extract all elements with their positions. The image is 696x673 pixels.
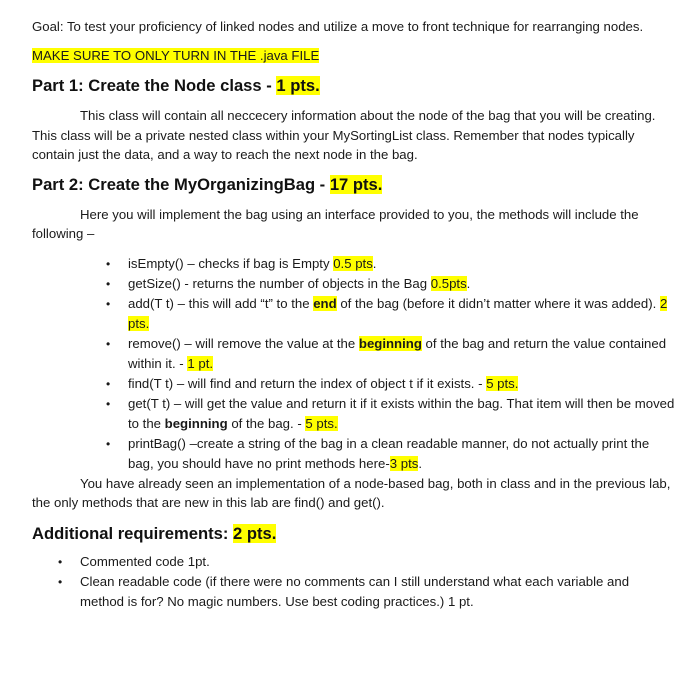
list-item: • Clean readable code (if there were no comments can I still understand what each variable and method is for? No magic numbers. Use best coding practices.) 1 pt.	[58, 573, 630, 609]
bullet-icon: •	[106, 376, 111, 391]
emphasis-end: end	[313, 295, 337, 311]
part1-body: This class will contain all neccecery information about the node of the bag that you will be creating. This class will be a private nested class within your MySortingList class. Remember that nodes typically contain just the data, and a way to reach the next node in the bag.	[32, 108, 656, 162]
points-badge: 1 pt.	[187, 355, 214, 371]
list-item: • add(T t) – this will add “t” to the end of the bag (before it didn’t matter where it was added). 2 pts.	[106, 295, 668, 331]
points-badge: 0.5pts	[430, 275, 467, 291]
list-item: • get(T t) – will get the value and return it if it exists within the bag. That item will then be moved to the beginning of the bag. - 5 pts.	[106, 395, 675, 431]
bullet-icon: •	[106, 436, 111, 451]
points-badge: 0.5 pts	[333, 255, 373, 271]
points-badge: 5 pts.	[486, 375, 519, 391]
requirements-list	[32, 552, 676, 612]
list-item: • remove() – will remove the value at the beginning of the bag and return the value contained within it. - 1 pt.	[106, 335, 667, 371]
bullet-icon: •	[58, 554, 63, 569]
closing-paragraph: You have already seen an implementation of a node-based bag, both in class and in the previous lab, the only methods that are new in this lab are find() and get().	[32, 475, 671, 510]
part2-heading-label: Part 2: Create the MyOrganizingBag -	[32, 174, 330, 194]
points-badge: 3 pts	[389, 455, 419, 471]
emphasis-beginning: beginning	[358, 335, 422, 351]
points-badge: 2 pts.	[128, 295, 668, 331]
bullet-icon: •	[58, 574, 63, 589]
part1-heading	[32, 74, 676, 98]
list-item: • getSize() - returns the number of objects in the Bag 0.5pts.	[128, 274, 676, 294]
bullet-icon: •	[106, 276, 111, 291]
list-item: • find(T t) – will find and return the index of object t if it exists. - 5 pts.	[128, 374, 676, 394]
additional-heading-label: Additional requirements:	[32, 523, 233, 543]
part2-heading	[32, 173, 676, 197]
warning-text	[32, 46, 676, 66]
goal-text: Goal: To test your proficiency of linked nodes and utilize a move to front technique for rearranging nodes.	[32, 19, 644, 34]
methods-list	[32, 254, 676, 474]
bullet-icon: •	[106, 256, 111, 271]
part2-intro: Here you will implement the bag using an interface provided to you, the methods will include the following –	[32, 206, 639, 241]
bullet-icon: •	[106, 396, 111, 411]
list-item: • Commented code 1pt.	[80, 552, 676, 572]
bullet-icon: •	[106, 296, 111, 311]
additional-points: 2 pts.	[233, 523, 277, 543]
bullet-icon: •	[106, 336, 111, 351]
part1-heading-label: Part 1: Create the Node class -	[32, 76, 277, 95]
points-badge: 5 pts.	[305, 415, 338, 431]
part2-points: 17 pts.	[329, 174, 383, 194]
emphasis-beginning: beginning	[164, 415, 228, 431]
list-item: • isEmpty() – checks if bag is Empty 0.5 pts.	[128, 254, 676, 274]
list-item: • printBag() –create a string of the bag in a clean readable manner, do not actually print the bag, you should have no print methods here-3 pts.	[106, 435, 650, 471]
additional-heading	[32, 522, 676, 546]
warning-highlight: MAKE SURE TO ONLY TURN IN THE .java FILE	[32, 47, 320, 63]
part1-points: 1 pts.	[276, 76, 320, 95]
